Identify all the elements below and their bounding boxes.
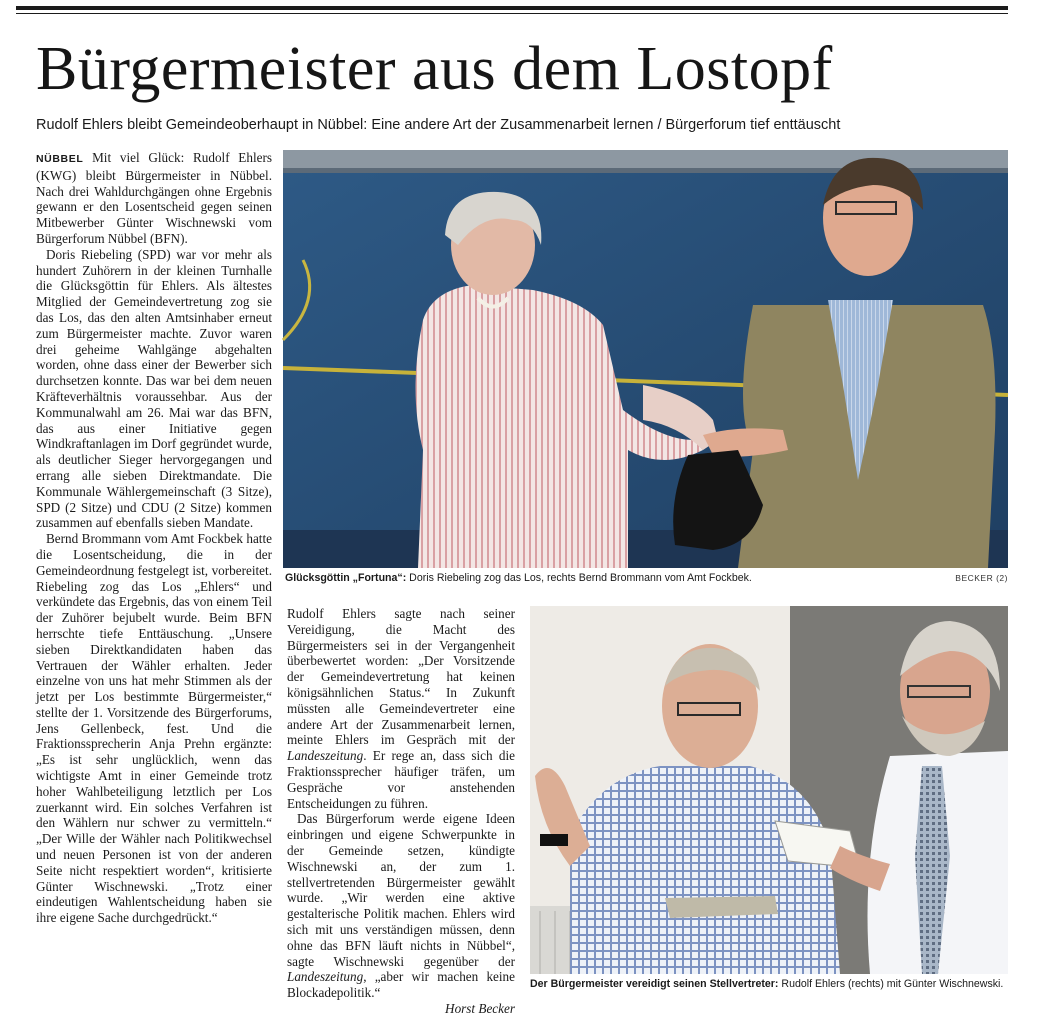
article-paragraph: Doris Riebeling (SPD) war vor mehr als hundert Zuhörern in der kleinen Turnhalle die Glücksgöttin für Ehlers. Als ältestes Mitglied der Gemeindevertretung zog sie das Los, das den alten Amtsinhaber erneut zum Bürgermeister machte. Zuvor waren drei geheime Wahlgänge abgehalten worden, ohne dass einer der Bewerber sich durchsetzen konnte. Das war bei dem neuen Kräfteverhältnis voraussehbar. Aus der Kommunalwahl am 26. Mai war das BFN, das aus einer Initiative gegen Windkraftanlagen im Dorf gegründet wurde, als deutlicher Sieger hervorgegangen und errang alle sieben Direktmandate. Die Kommunale Wählergemeinschaft (3 Sitze), SPD (2 Sitze) und CDU (2 Sitze) kommen zusammen auf ebenfalls sieben Mandate.	[36, 246, 272, 531]
photo-lottery-draw-image	[283, 150, 1008, 568]
article-paragraph: Bernd Brommann vom Amt Fockbek hatte die Losentscheidung, die in der Gemeindeordnung festgelegt ist, vorbereitet. Riebeling zog das Los „Ehlers“ und verkündete das Ergebnis, das von einem Teil der Zuhörer bejubelt wurde. Beim BFN herrschte tiefe Enttäuschung. „Unsere sieben Direktkandidaten haben das Vertrauen der Wähler erhalten. Jeder einzelne von uns hat mehr Stimmen als der jetzt per Los bestimmte Bürgermeister,“ stellte der 1. Vorsitzende des Bürgerforums, Jens Gellenbeck, fest. Und die Fraktionssprecherin Anja Prehn ergänzte: „Es ist sehr unglücklich, wenn das wichtigste Amt in einer Gemeinde trotz hoher Wahlbeteiligung letztlich per Los zuerkannt wird. Ein solches Verfahren ist den Wählern nur schwer zu vermitteln.“ „Der Wille der Wähler nach Politikwechsel und neuen Personen ist von der anderen Seite nicht respektiert worden“, kritisierte Günter Wischnewski. „Trotz einer eindeutigen Wahlentscheidung haben sie ihre eigene Sache durchgedrückt.“	[36, 531, 272, 926]
photo-swearing-in	[530, 606, 1008, 974]
top-rule-thin	[16, 13, 1008, 14]
article-column-2	[287, 606, 515, 1016]
article-paragraph: Das Bürgerforum werde eigene Ideen einbringen und eigene Schwerpunkte in der Gemeinde setzen, kündigte Wischnewski an, der zum 1. stellvertretenden Bürgermeister gewählt wurde. „Wir werden eine aktive gestalterische Politik machen. Ehlers wird sich mit uns verständigen müssen, denn ohne das BFN läuft nichts in Nübbel“, sagte Wischnewski gegenüber der Landeszeitung, „aber wir machen keine Blockadepolitik.“ Horst Becker	[287, 811, 515, 1016]
headline: Bürgermeister aus dem Lostopf	[36, 35, 833, 103]
top-rule-thick	[16, 6, 1008, 10]
photo-swearing-in-caption: Der Bürgermeister vereidigt seinen Stellvertreter: Rudolf Ehlers (rechts) mit Günter Wischnewski.	[530, 978, 1004, 990]
photo-swearing-in-image	[530, 606, 1008, 974]
article-paragraph: Rudolf Ehlers sagte nach seiner Vereidigung, die Macht des Bürgermeisters sei in der Vergangenheit überbewertet worden: „Der Vorsitzende der Gemeindevertretung hat keinen königsähnlichen Status.“ In Zukunft müssten alle Gemeindevertreter eine andere Art der Zusammenarbeit lernen, meinte Ehlers im Gespräch mit der Landeszeitung. Er rege an, dass sich die Fraktionssprecher häufiger träfen, um Gespräche vor anstehenden Entscheidungen zu führen.	[287, 606, 515, 811]
dateline: NÜBBEL	[36, 153, 84, 165]
photo-credit: BECKER (2)	[955, 573, 1008, 583]
photo-lottery-draw	[283, 150, 1008, 568]
author-byline: Horst Becker	[445, 1000, 515, 1016]
subheadline: Rudolf Ehlers bleibt Gemeindeoberhaupt in Nübbel: Eine andere Art der Zusammenarbeit lernen / Bürgerforum tief enttäuscht	[36, 117, 841, 133]
photo-lottery-draw-caption: Glücksgöttin „Fortuna“: Doris Riebeling zog das Los, rechts Bernd Brommann vom Amt Fockbek.	[285, 572, 752, 584]
article-column-1	[36, 150, 272, 1003]
article-paragraph: NÜBBEL Mit viel Glück: Rudolf Ehlers (KWG) bleibt Bürgermeister in Nübbel. Nach drei Wahldurchgängen ohne Ergebnis gewann er den Losentscheid gegen seinen Mitbewerber Günter Wischnewski vom Bürgerforum Nübbel (BFN).	[36, 150, 272, 246]
